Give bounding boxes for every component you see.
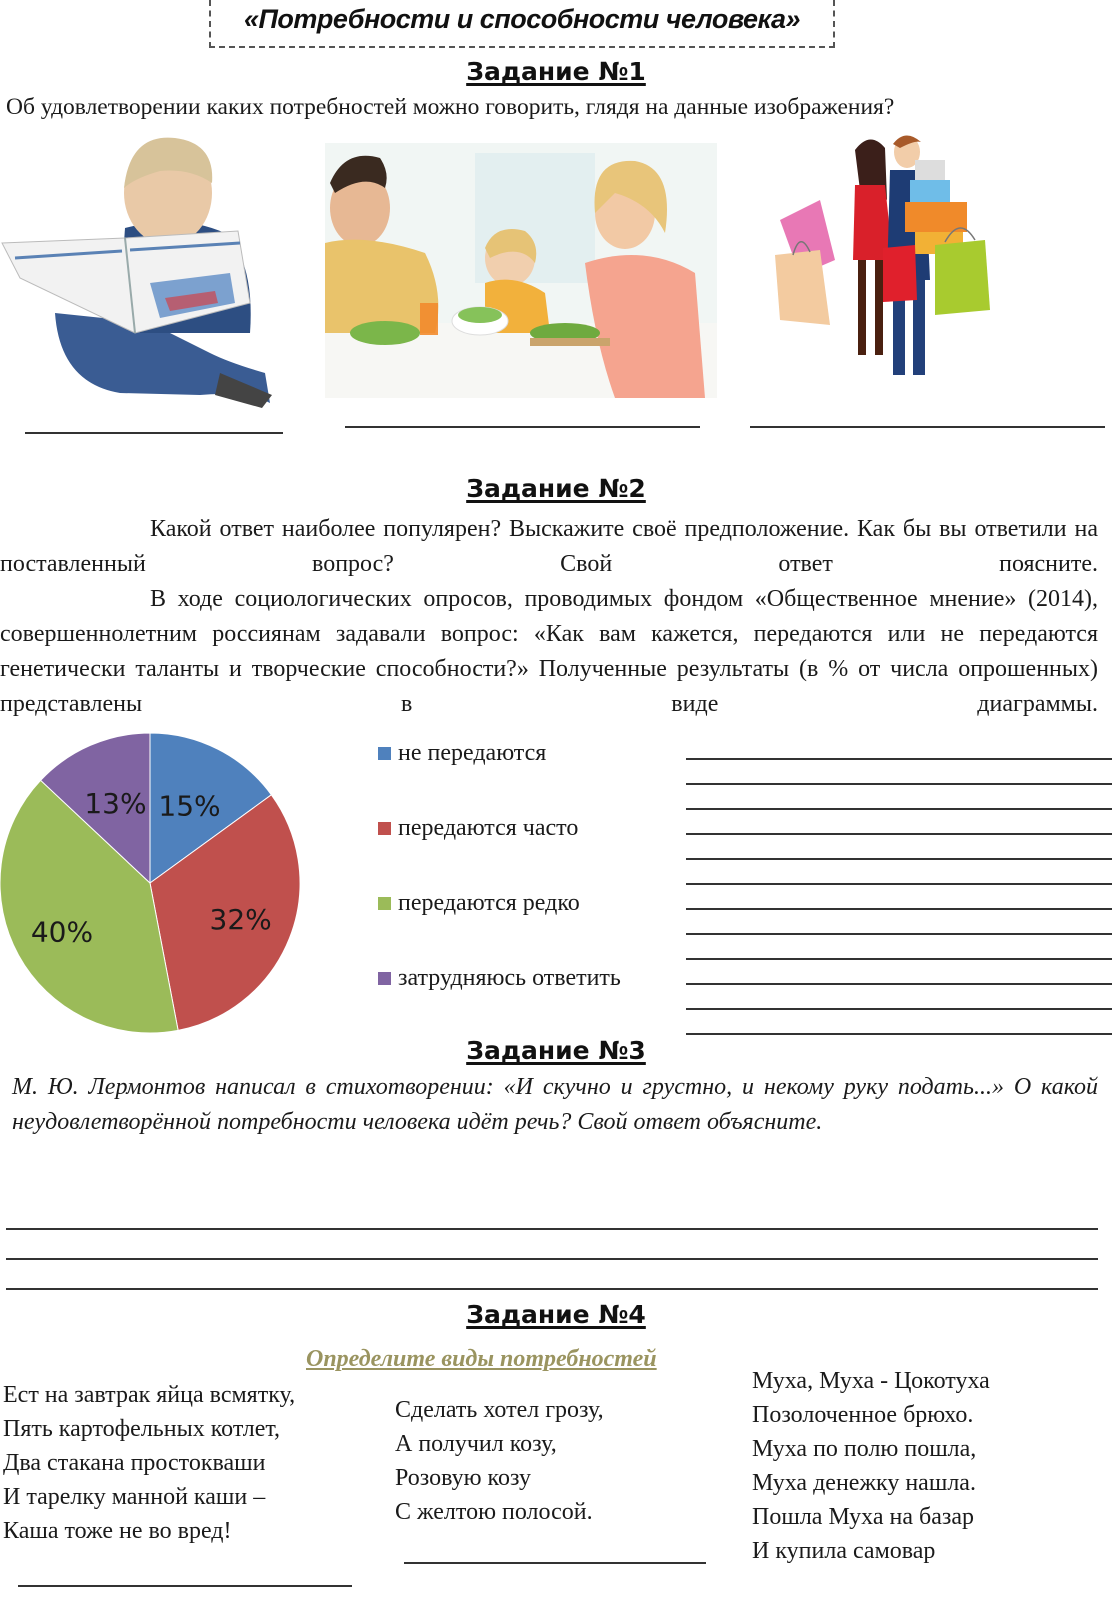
task2-heading: Задание №2 — [466, 474, 646, 503]
task3-answer-line-1[interactable] — [6, 1228, 1098, 1230]
poem-1-line-1: Ест на завтрак яйца всмятку, — [3, 1382, 296, 1408]
task1-heading: Задание №1 — [466, 57, 646, 86]
pie-label-3: 40% — [30, 915, 94, 949]
legend-label: передаются часто — [398, 815, 579, 841]
task2-answer-line-8[interactable] — [686, 933, 1112, 935]
page-title: «Потребности и способности человека» — [243, 4, 801, 34]
pie-label-1: 15% — [158, 789, 221, 823]
chart-legend — [378, 740, 678, 992]
legend-item-1 — [378, 740, 678, 767]
task2-answer-line-4[interactable] — [686, 833, 1112, 835]
task1-answer-line-3[interactable] — [750, 426, 1105, 428]
task2-answer-line-11[interactable] — [686, 1008, 1112, 1010]
task2-answer-line-10[interactable] — [686, 983, 1112, 985]
family-meal-image — [325, 143, 717, 398]
task4-heading: Задание №4 — [466, 1300, 646, 1329]
poem-3-line-3: Муха по полю пошла, — [752, 1436, 977, 1462]
task2-answer-line-12[interactable] — [686, 1033, 1112, 1035]
legend-swatch-icon — [378, 822, 391, 835]
poem-1-line-4: И тарелку манной каши – — [3, 1484, 266, 1510]
pie-label-2: 32% — [209, 902, 272, 936]
poem-3-line-6: И купила самовар — [752, 1538, 936, 1564]
task1-answer-line-2[interactable] — [345, 426, 700, 428]
task2-answer-line-9[interactable] — [686, 958, 1112, 960]
legend-item-3 — [378, 890, 678, 917]
couple-shopping-image — [775, 130, 1015, 390]
poem-1-line-5: Каша тоже не во вред! — [3, 1518, 232, 1544]
poem-1-answer-line[interactable] — [18, 1585, 352, 1587]
task1-question: Об удовлетворении каких потребностей можно говорить, глядя на данные изображения? — [6, 94, 895, 120]
task4-subheading: Определите виды потребностей — [306, 1346, 657, 1372]
poem-3-line-4: Муха денежку нашла. — [752, 1470, 976, 1496]
poem-3 — [752, 1364, 990, 1568]
legend-label: не передаются — [398, 740, 547, 766]
task2-answer-line-2[interactable] — [686, 783, 1112, 785]
poem-2-line-1: Сделать хотел грозу, — [395, 1397, 604, 1423]
legend-label: передаются редко — [398, 890, 580, 916]
task2-paragraph-1: Какой ответ наиболее популярен? Выскажите своё предположение. Как бы вы ответили на поставленный вопрос? Свой ответ поясните. — [0, 516, 1098, 577]
poem-1-line-2: Пять картофельных котлет, — [3, 1416, 281, 1442]
legend-item-2 — [378, 815, 678, 842]
pie-chart — [0, 733, 310, 1033]
task1-answer-line-1[interactable] — [25, 432, 283, 434]
legend-swatch-icon — [378, 747, 391, 760]
task3-answer-line-3[interactable] — [6, 1288, 1098, 1290]
poem-3-line-1: Муха, Муха - Цокотуха — [752, 1368, 990, 1394]
task3-heading: Задание №3 — [466, 1036, 646, 1065]
legend-item-4 — [378, 965, 678, 992]
poem-1-line-3: Два стакана простокваши — [3, 1450, 266, 1476]
legend-swatch-icon — [378, 897, 391, 910]
poem-2-line-4: С желтою полосой. — [395, 1499, 593, 1525]
poem-2-line-3: Розовую козу — [395, 1465, 531, 1491]
boy-reading-image — [0, 133, 280, 408]
poem-2-line-2: А получил козу, — [395, 1431, 557, 1457]
poem-1 — [3, 1378, 295, 1548]
task2-paragraph-2: В ходе социологических опросов, проводимых фондом «Общественное мнение» (2014), совершеннолетним россиянам задавали вопрос: «Как вам кажется, передаются или не передаются генетически таланты и творческие способности?» Полученные результаты (в % от числа опрошенных) представлены в виде диаграммы. — [0, 586, 1098, 717]
pie-label-4: 13% — [84, 787, 147, 821]
task2-answer-line-1[interactable] — [686, 758, 1112, 760]
poem-2-answer-line[interactable] — [404, 1562, 706, 1564]
task2-answer-line-6[interactable] — [686, 883, 1112, 885]
legend-label: затрудняюсь ответить — [398, 965, 621, 991]
poem-3-line-5: Пошла Муха на базар — [752, 1504, 975, 1530]
poem-3-line-2: Позолоченное брюхо. — [752, 1402, 974, 1428]
task3-text: М. Ю. Лермонтов написал в стихотворении: «И скучно и грустно, и некому руку подать...» О какой неудовлетворённой потребности человека идёт речь? Свой ответ объясните. — [12, 1074, 1098, 1135]
poem-2 — [395, 1393, 604, 1529]
task2-answer-line-7[interactable] — [686, 908, 1112, 910]
task2-answer-line-5[interactable] — [686, 858, 1112, 860]
legend-swatch-icon — [378, 972, 391, 985]
task3-answer-line-2[interactable] — [6, 1258, 1098, 1260]
task2-answer-lines — [686, 758, 1112, 1058]
task2-answer-line-3[interactable] — [686, 808, 1112, 810]
